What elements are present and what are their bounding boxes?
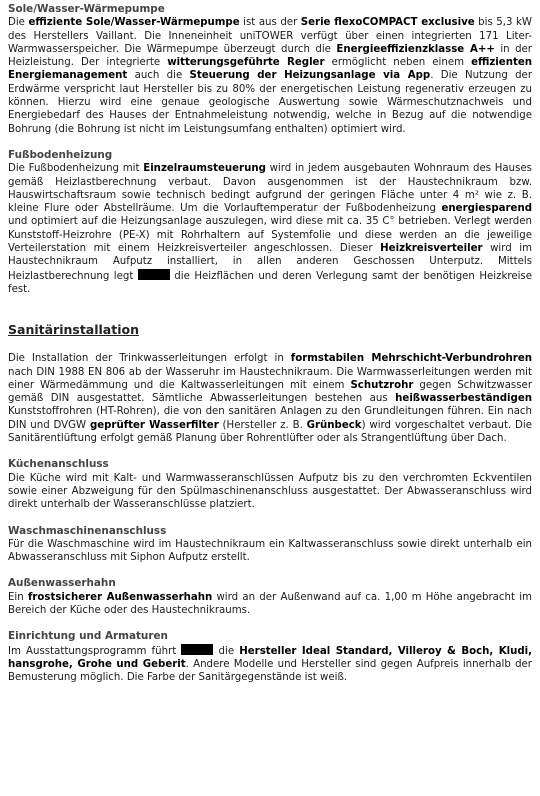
emphasis: heißwasserbeständigen [395, 393, 532, 405]
text: . Andere Modelle und Hersteller sind gegen Aufpreis innerhalb der Bemusterung möglich. Die Farbe der Sanitärgegenstände ist weiß. [8, 658, 532, 684]
emphasis: effizienten Energiemanagement [8, 57, 532, 82]
paragraph-kitchen: Die Küche wird mit Kalt- und Warmwasseranschlüssen Aufputz bis zu den verchromten Eckventilen sowie einer Abzweigung für den Spülmaschinenanschluss ausgestattet. Der Abwasseranschluss wird direkt unterhalb der Wasseranschlüsse platziert. [8, 472, 532, 511]
text: Im Ausstattungsprogramm führt [8, 645, 182, 657]
paragraph-washing-machine: Für die Waschmaschine wird im Haustechnikraum ein Kaltwasseranschluss sowie direkt unterhalb ein Abwasseranschluss mit Siphon Aufputz erstellt. [8, 538, 532, 564]
section-title-sanitary: Sanitärinstallation [8, 322, 139, 338]
text: wird an der Außenwand auf ca. 1,00 m Höhe angebracht im Bereich der Küche oder des Haustechnikraums. [8, 591, 532, 616]
text: (Hersteller z. B. [218, 419, 307, 431]
text: Die Fußbodenheizung mit [8, 163, 144, 175]
section-floor-heating [8, 149, 532, 296]
emphasis: Energieeffizienzklasse A++ [336, 43, 495, 55]
paragraph-outdoor-tap [8, 591, 532, 618]
emphasis: Grünbeck [306, 419, 362, 431]
emphasis: Einzelraumsteuerung [143, 163, 266, 175]
heading-washing-machine: Waschmaschinenanschluss [8, 524, 167, 537]
section-kitchen [8, 458, 532, 511]
paragraph-sanitary [8, 352, 532, 445]
redaction-bar [181, 644, 213, 655]
emphasis: Steuerung der Heizungsanlage via App [189, 70, 431, 82]
text: und optimiert auf die Heizungsanlage auszulegen, wird diese mit ca. 35 C° betrieben. Verlegt werden Kunststoff-Heizrohre (PE-X) mit Rohrhaltern auf Systemfolie und diese werden an die jeweilige Verteilerstation mit einem Heizkreisverteiler angeschlossen. Dieser [8, 216, 532, 255]
section-fittings [8, 630, 532, 684]
emphasis: Serie flexoCOMPACT exclusive [300, 17, 475, 29]
text: Die [8, 17, 29, 29]
emphasis: effiziente Sole/Wasser-Wärmepumpe [28, 17, 240, 29]
text: Ein [8, 591, 28, 603]
heading-fittings: Einrichtung und Armaturen [8, 630, 168, 643]
text: wird in jedem ausgebauten Wohnraum des Hauses gemäß Heizlastberechnung verbaut. Davon ausgenommen ist der Haustechnikraum bzw. Hauswirtschaftsraum sowie technisch bedingt aufgrund der geringen Fläche unter 4 m² wie z. B. kleine Flure oder Abstellräume. Um die Vorlauftemperatur der Fußbodenheizung [8, 163, 532, 215]
text: Kunststoffrohren (HT-Rohren), die von den sanitären Anlagen zu den Grundleitungen führen. Ein nach DIN und DVGW [8, 406, 532, 431]
paragraph-heat-pump [8, 16, 532, 136]
redaction-bar [138, 269, 170, 280]
section-sanitary [8, 322, 532, 445]
text: ist aus der [239, 17, 301, 29]
emphasis: witterungsgeführte Regler [167, 57, 325, 69]
emphasis: Schutzrohr [350, 379, 414, 391]
text: . Die Nutzung der Erdwärme verspricht laut Hersteller bis zu 80% der energetischen Leistung regenerativ erzeugen zu können. Hierzu wird eine genaue geologische Auswertung sowie Wärmeschutznachweis und Energiebedarf des Hauses der Entnahmeleistung notwendig, welche in Bezug auf die notwendige Bohrung (die Bohrung ist nicht im Leistungsumfang enthalten) optimiert wird. [8, 70, 533, 135]
text: ermöglicht neben einem [324, 57, 472, 69]
text: wird im Haustechnikraum Aufputz installiert, in allen anderen Geschossen Unterputz. Mittels Heizlastberechnung legt [8, 243, 532, 282]
paragraph-floor-heating [8, 162, 532, 296]
heading-heat-pump: Sole/Wasser-Wärmepumpe [8, 3, 165, 15]
heading-outdoor-tap: Außenwasserhahn [8, 577, 116, 590]
section-outdoor-tap [8, 577, 532, 617]
section-heat-pump [8, 3, 532, 136]
text: die Heizflächen und deren Verlegung samt der benötigen Heizkreise fest. [8, 270, 532, 295]
text: Die Installation der Trinkwasserleitungen erfolgt in [8, 353, 291, 365]
text: in der Heizleistung. Der integrierte [8, 43, 532, 69]
emphasis: geprüfter Wasserfilter [89, 419, 219, 431]
emphasis: Hersteller Ideal Standard, Villeroy & Boch, Kludi, hansgrohe, Grohe und Geberit [8, 645, 533, 670]
text: ) wird vorgeschaltet verbaut. Die Sanitärentlüftung erfolgt gemäß Planung über Rohrentlüfter oder als Strangentlüftung über Dach. [8, 419, 533, 445]
section-washing-machine [8, 525, 532, 565]
text: nach DIN 1988 EN 806 ab der Wasseruhr im Haustechnikraum. Die Warmwasserleitungen werden mit einer Wärmedämmung und die Kaltwasserleitungen mit einem [8, 366, 532, 391]
heading-floor-heating: Fußbodenheizung [8, 148, 113, 161]
text: die [213, 645, 240, 657]
emphasis: formstabilen Mehrschicht-Verbundrohren [290, 353, 532, 365]
emphasis: energiesparend [441, 203, 532, 215]
emphasis: frostsicherer Außenwasserhahn [27, 591, 213, 603]
text: auch die [127, 70, 190, 82]
paragraph-fittings [8, 644, 532, 685]
emphasis: Heizkreisverteiler [380, 243, 483, 255]
heading-kitchen: Küchenanschluss [8, 458, 109, 471]
text: gegen Schwitzwasser gemäß DIN ausgestattet. Sämtliche Abwasserleitungen bestehen aus [8, 379, 533, 405]
text: bis 5,3 kW des Herstellers Vaillant. Die Inneneinheit uniTOWER verfügt über einen integrierten 171 Liter-Warmwasserspeicher. Die Wärmepumpe überzeugt durch die [8, 17, 532, 55]
